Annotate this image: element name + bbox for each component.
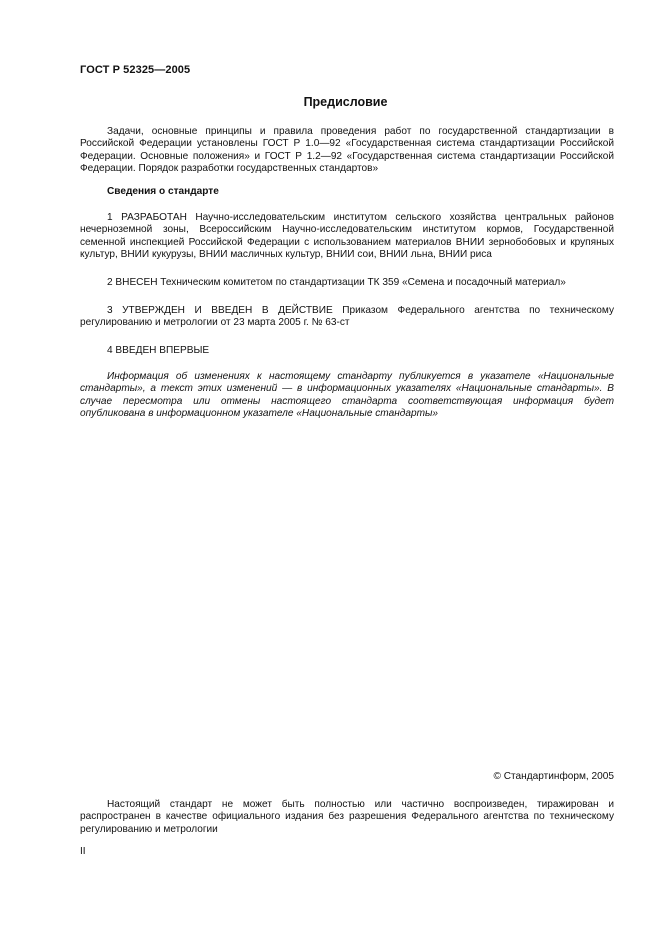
page-title-text: Предисловие [303,95,388,109]
footer-note: Настоящий стандарт не может быть полностью или частично воспроизведен, тиражирован и распространен в качестве официального издания без разрешения Федерального агентства по техническому регулированию и метрологии [80,799,614,835]
document-header: ГОСТ Р 52325—2005 [80,64,191,76]
page-title [0,95,661,109]
section-heading: Сведения о стандарте [107,186,219,197]
intro-paragraph: Задачи, основные принципы и правила проведения работ по государственной стандартизации в Российской Федерации установлены ГОСТ Р 1.0—92 «Государственная система стандартизации Российской Федерации. Основные положения» и ГОСТ Р 1.2—92 «Государственная система стандартизации Российской Федерации. Порядок разработки государственных стандартов» [80,126,614,175]
item-approved: 3 УТВЕРЖДЕН И ВВЕДЕН В ДЕЙСТВИЕ Приказом Федерального агентства по техническому регулированию и метрологии от 23 марта 2005 г. № 63-ст [80,305,614,329]
copyright: © Стандартинформ, 2005 [493,771,614,782]
page-number: II [80,846,86,857]
info-note: Информация об изменениях к настоящему стандарту публикуется в указателе «Национальные стандарты», а текст этих изменений — в информационных указателях «Национальные стандарты». В случае пересмотра или отмены настоящего стандарта соответствующая информация будет опубликована в информационном указателе «Национальные стандарты» [80,371,614,420]
item-submitted: 2 ВНЕСЕН Техническим комитетом по стандартизации ТК 359 «Семена и посадочный материал» [107,277,566,288]
item-first-introduced: 4 ВВЕДЕН ВПЕРВЫЕ [107,345,210,356]
item-developed: 1 РАЗРАБОТАН Научно-исследовательским институтом сельского хозяйства центральных районов нечерноземной зоны, Всероссийским Научно-исследовательским институтом кормов, Государственной семенной инспекцией Российской Федерации с использованием материалов ВНИИ зернобобовых и крупяных культур, ВНИИ кукурузы, ВНИИ масличных культур, ВНИИ сои, ВНИИ льна, ВНИИ риса [80,212,614,261]
